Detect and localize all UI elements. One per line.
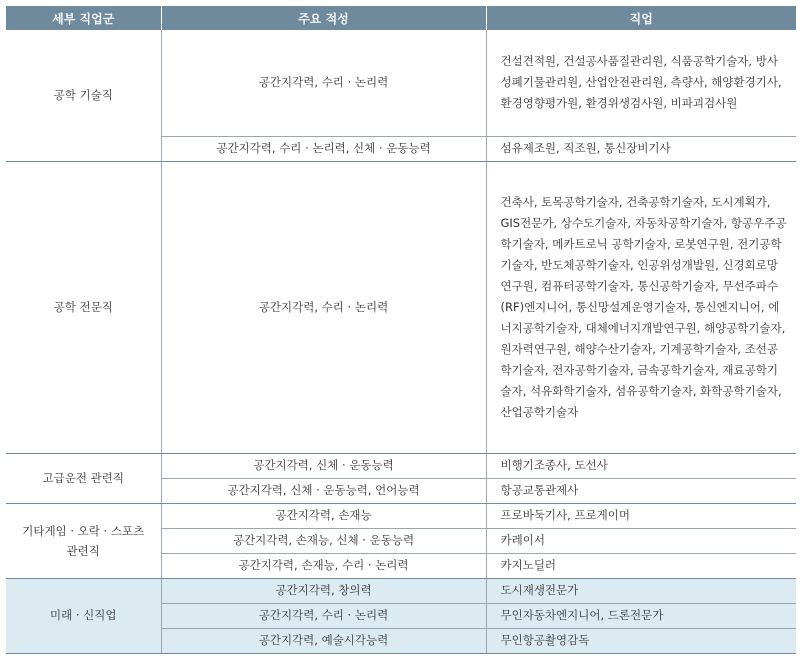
jobs-cell: 프로바둑기사, 프로게이머 [486, 503, 796, 528]
group-advanced-driving [6, 453, 796, 503]
jobs-cell: 항공교통관제사 [486, 478, 796, 503]
aptitude-cell: 공간지각력, 수리 · 논리력 [161, 161, 486, 453]
category-cell: 미래 · 신직업 [6, 578, 161, 653]
header-aptitude: 주요 적성 [161, 6, 486, 30]
career-table [6, 6, 796, 654]
aptitude-cell: 공간지각력, 손재능, 신체 · 운동능력 [161, 528, 486, 553]
aptitude-cell: 공간지각력, 손재능, 수리 · 논리력 [161, 553, 486, 578]
category-cell: 공학 전문직 [6, 161, 161, 453]
category-cell [6, 503, 161, 578]
aptitude-cell: 공간지각력, 신체 · 운동능력 [161, 453, 486, 478]
group-engineering-pro [6, 161, 796, 453]
group-games-sports [6, 503, 796, 578]
jobs-cell: 비행기조종사, 도선사 [486, 453, 796, 478]
group-engineering-tech [6, 30, 796, 161]
jobs-cell: 카지노딜러 [486, 553, 796, 578]
category-line: 기타게임 · 오락 · 스포츠 [22, 523, 145, 538]
group-future-jobs [6, 578, 796, 653]
aptitude-cell: 공간지각력, 신체 · 운동능력, 언어능력 [161, 478, 486, 503]
table-row [6, 161, 796, 453]
jobs-cell: 무인자동차엔지니어, 드론전문가 [486, 603, 796, 628]
table-row [6, 453, 796, 478]
jobs-cell: 건설견적원, 건설공사품질관리원, 식품공학기술자, 방사성폐기물관리원, 산업안전관리원, 측량사, 해양환경기사, 환경영향평가원, 환경위생검사원, 비파괴검사원 [486, 30, 796, 136]
jobs-cell: 무인항공촬영감독 [486, 628, 796, 653]
jobs-cell: 건축사, 토목공학기술자, 건축공학기술자, 도시계획가, GIS전문가, 상수도기술자, 자동차공학기술자, 항공우주공학기술자, 메카트로닉 공학기술자, 로봇연구원, 전기공학기술자, 반도체공학기술자, 인공위성개발원, 신경회로망연구원, 컴퓨터공학기술자, 통신공학기술자, 무선주파수(RF)엔지니어, 통신망설계운영기술자, 통신엔지니어, 에너지공학기술자, 대체에너지개발연구원, 해양공학기술자, 원자력연구원, 해양수산기술자, 기계공학기술자, 조선공학기술자, 전자공학기술자, 금속공학기술자, 재료공학기술자, 석유화학기술자, 섬유공학기술자, 화학공학기술자, 산업공학기술자 [486, 161, 796, 453]
aptitude-cell: 공간지각력, 창의력 [161, 578, 486, 603]
jobs-cell: 도시재생전문가 [486, 578, 796, 603]
table-row [6, 503, 796, 528]
aptitude-cell: 공간지각력, 예술시각능력 [161, 628, 486, 653]
category-line: 관련직 [66, 543, 100, 558]
aptitude-cell: 공간지각력, 손재능 [161, 503, 486, 528]
table-row [6, 578, 796, 603]
aptitude-cell: 공간지각력, 수리 · 논리력 [161, 30, 486, 136]
header-row [6, 6, 796, 30]
category-cell: 고급운전 관련직 [6, 453, 161, 503]
jobs-cell: 섬유제조원, 직조원, 통신장비기사 [486, 136, 796, 161]
category-cell: 공학 기술직 [6, 30, 161, 161]
header-category: 세부 직업군 [6, 6, 161, 30]
aptitude-cell: 공간지각력, 수리 · 논리력, 신체 · 운동능력 [161, 136, 486, 161]
table-row [6, 30, 796, 136]
aptitude-cell: 공간지각력, 수리 · 논리력 [161, 603, 486, 628]
header-jobs: 직업 [486, 6, 796, 30]
jobs-cell: 카레이서 [486, 528, 796, 553]
